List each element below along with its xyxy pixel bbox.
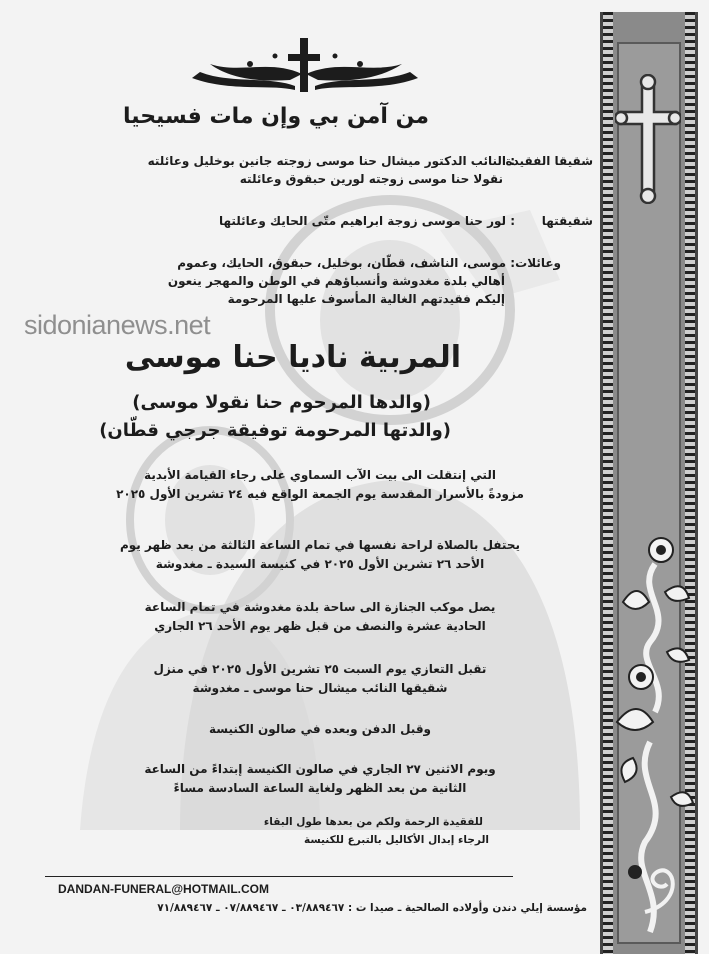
relative-text-brothers-1: : النائب الدكتور ميشال حنا موسى زوجته جانين بوخليل وعائلته [147,154,515,168]
deceased-name: المربية ناديا حنا موسى [124,340,461,375]
floral-border-icon [605,532,695,954]
closing-line-2: الرجاء إبدال الأكاليل بالتبرع للكنيسة [303,834,489,846]
paragraph-line: الأحد ٢٦ تشرين الأول ٢٠٢٥ في كنيسة السيدة ـ مغدوشة [155,557,485,571]
deceased-father: (والدها المرحوم حنا نقولا موسى) [132,392,431,413]
relative-label-families: وعائلات [515,256,561,270]
relative-label-brothers: شقيقا الفقيدة [505,154,593,168]
paragraph-line: تقبل التعازي يوم السبت ٢٥ تشرين الأول ٢٠٢٥ في منزل [153,662,487,676]
contact-email[interactable]: DANDAN-FUNERAL@HOTMAIL.COM [58,882,270,896]
paragraph-prayer [70,536,570,574]
paragraph-line: ويوم الاثنين ٢٧ الجاري في صالون الكنيسة إبتداءً من الساعة [144,762,496,776]
paragraph-passing [70,466,570,504]
paragraph-line: وقبل الدفن وبعده في صالون الكنيسة [208,722,432,736]
page-title: من آمن بي وإن مات فسيحيا [122,104,429,129]
paragraph-condolences [70,660,570,698]
paragraph-line: شقيقها النائب ميشال حنا موسى ـ مغدوشة [192,681,448,695]
relative-text-families-2: أهالي بلدة مغدوشة وأنسباؤهم في الوطن والمهجر ينعون [167,274,505,288]
paragraph-line: مزودةً بالأسرار المقدسة يوم الجمعة الواقع فيه ٢٤ تشرين الأول ٢٠٢٥ [116,487,524,501]
contact-footer: مؤسسة إيلي دندن وأولاده الصالحية ـ صيدا ت : ٠٣/٨٨٩٤٦٧ ـ ٠٧/٨٨٩٤٦٧ ـ ٧١/٨٨٩٤٦٧ [157,902,587,914]
paragraph-line: التي إنتقلت الى بيت الآب السماوي على رجاء القيامة الأبدية [144,468,496,482]
relative-label-sister: شقيقتها [541,214,593,228]
decorative-border [600,12,698,954]
watermark: sidonianews.net [24,310,211,340]
ornament-cross-icon [190,34,420,94]
relative-text-brothers-2: نقولا حنا موسى زوجته لورين حبقوق وعائلته [239,172,503,186]
deceased-mother: (والدتها المرحومة توفيقة جرجي قطّان) [99,420,451,441]
paragraph-line: يصل موكب الجنازة الى ساحة بلدة مغدوشة في تمام الساعة [144,600,496,614]
paragraph-burial [70,720,570,739]
relative-text-sister: : لور حنا موسى زوجة ابراهيم متّى الحايك وعائلتها [218,214,515,228]
relative-text-families-3: إليكم فقيدتهم الغالية المأسوف عليها المرحومة [227,292,505,306]
relative-text-families-1: : موسى، الناشف، قطّان، بوخليل، حبقوق، الحايك، وعموم [177,256,515,270]
cross-icon [615,74,681,204]
paragraph-line: يحتفل بالصلاة لراحة نفسها في تمام الساعة الثالثة من بعد ظهر يوم [119,538,520,552]
paragraph-monday [70,760,570,798]
paragraph-line: الحادية عشرة والنصف من قبل ظهر يوم الأحد ٢٦ الجاري [154,619,486,633]
paragraph-line: الثانية من بعد الظهر ولغاية الساعة السادسة مساءً [173,781,467,795]
paragraph-procession [70,598,570,636]
closing-line-1: للفقيدة الرحمة ولكم من بعدها طول البقاء [263,816,483,828]
footer-divider [45,876,513,877]
